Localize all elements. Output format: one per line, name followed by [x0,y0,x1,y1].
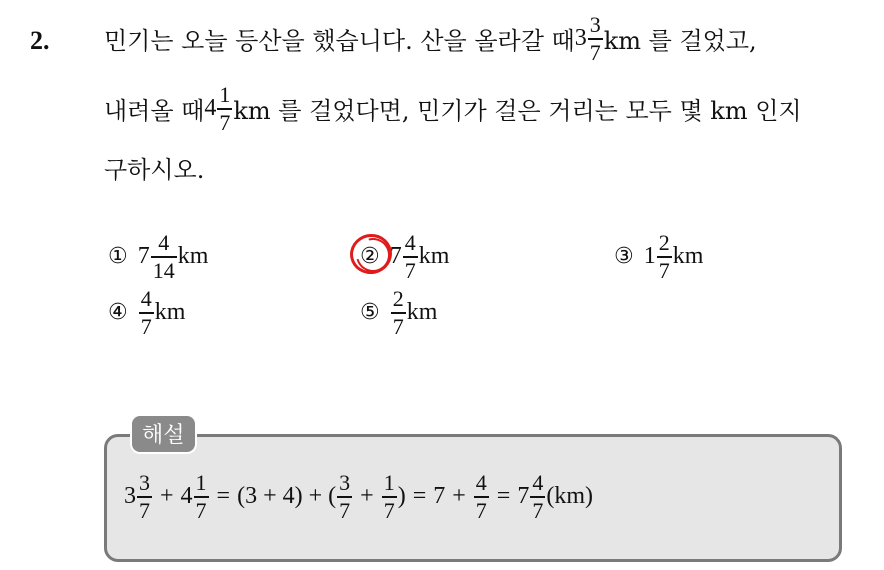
equals-sign: = [496,483,511,510]
fraction-denominator: 7 [658,257,670,283]
choice-5[interactable] [360,288,437,338]
mixed-number-whole: 4 [204,95,217,122]
mixed-number-whole: 1 [643,243,656,270]
fraction [337,472,352,522]
question-line-3 [104,150,204,185]
fraction [588,14,603,64]
fraction-denominator: 7 [589,39,601,65]
fraction [137,472,152,522]
whole-number: 7 [433,483,446,510]
fraction [139,288,154,338]
fraction-denominator: 7 [392,313,404,339]
fraction-numerator: 2 [392,286,404,311]
fraction-numerator: 4 [140,286,152,311]
fraction-numerator: 2 [658,230,670,255]
fraction-denominator: 14 [152,257,175,283]
fraction-numerator: 4 [475,470,487,495]
plus-sign: + [360,483,374,510]
fraction-denominator: 7 [475,497,487,523]
choice-marker: ⑤ [360,300,380,326]
choice-marker: ③ [614,244,634,270]
equals-sign: = [216,483,231,510]
solution-label: 해설 [130,414,197,454]
question-text-2b: km 를 걸었다면, 민기가 걸은 거리는 모두 몇 km 인지 [233,97,802,126]
fraction-numerator: 1 [383,470,395,495]
choice-marker: ② [360,244,380,270]
mixed-number-whole: 7 [389,243,402,270]
fraction [474,472,489,522]
equals-sign: = [412,483,427,510]
fraction-denominator: 7 [532,497,544,523]
fraction [391,288,406,338]
grouped-sum: (3 + 4) + ( [237,483,337,510]
unit-label: km [406,299,438,326]
question-line-2 [104,84,802,134]
mixed-number-whole: 4 [180,483,193,510]
close-paren: ) [397,483,406,510]
fraction-denominator: 7 [404,257,416,283]
fraction-numerator: 4 [532,470,544,495]
solution-equation [124,472,593,522]
fraction [382,472,397,522]
unit-label: (km) [546,483,593,510]
fraction-denominator: 7 [219,109,231,135]
question-line-1 [104,14,757,64]
fraction-denominator: 7 [383,497,395,523]
fraction [151,232,177,282]
fraction [217,84,232,134]
choice-1[interactable] [108,232,208,282]
mixed-number-whole: 3 [574,25,587,52]
mixed-number-whole: 7 [517,483,530,510]
fraction-numerator: 4 [158,230,170,255]
question-number: 2. [30,26,50,55]
choice-marker: ④ [108,300,128,326]
fraction-numerator: 3 [339,470,351,495]
fraction [403,232,418,282]
plus-sign: + [452,483,466,510]
fraction-numerator: 1 [195,470,207,495]
choice-marker: ① [108,244,128,270]
mixed-number-whole: 7 [137,243,150,270]
fraction [657,232,672,282]
question-text-2a: 내려올 때 [104,97,205,126]
fraction-denominator: 7 [140,313,152,339]
unit-label: km [418,243,450,270]
plus-sign: + [160,483,174,510]
fraction [530,472,545,522]
question-text-3: 구하시오. [104,156,205,184]
unit-label: km [154,299,186,326]
fraction [194,472,209,522]
fraction-denominator: 7 [195,497,207,523]
fraction-numerator: 1 [219,82,231,107]
fraction-numerator: 4 [404,230,416,255]
unit-label: km [672,243,704,270]
fraction-denominator: 7 [139,497,150,523]
fraction-numerator: 3 [589,12,601,37]
question-text-1a: 민기는 오늘 등산을 했습니다. 산을 올라갈 때 [104,27,575,56]
choice-3[interactable] [614,232,703,282]
fraction-numerator: 3 [139,470,150,495]
question-text-1b: km 를 걸었고, [603,27,757,56]
choice-4[interactable] [108,288,185,338]
unit-label: km [177,243,209,270]
fraction-denominator: 7 [339,497,351,523]
mixed-number-whole: 3 [124,483,136,510]
